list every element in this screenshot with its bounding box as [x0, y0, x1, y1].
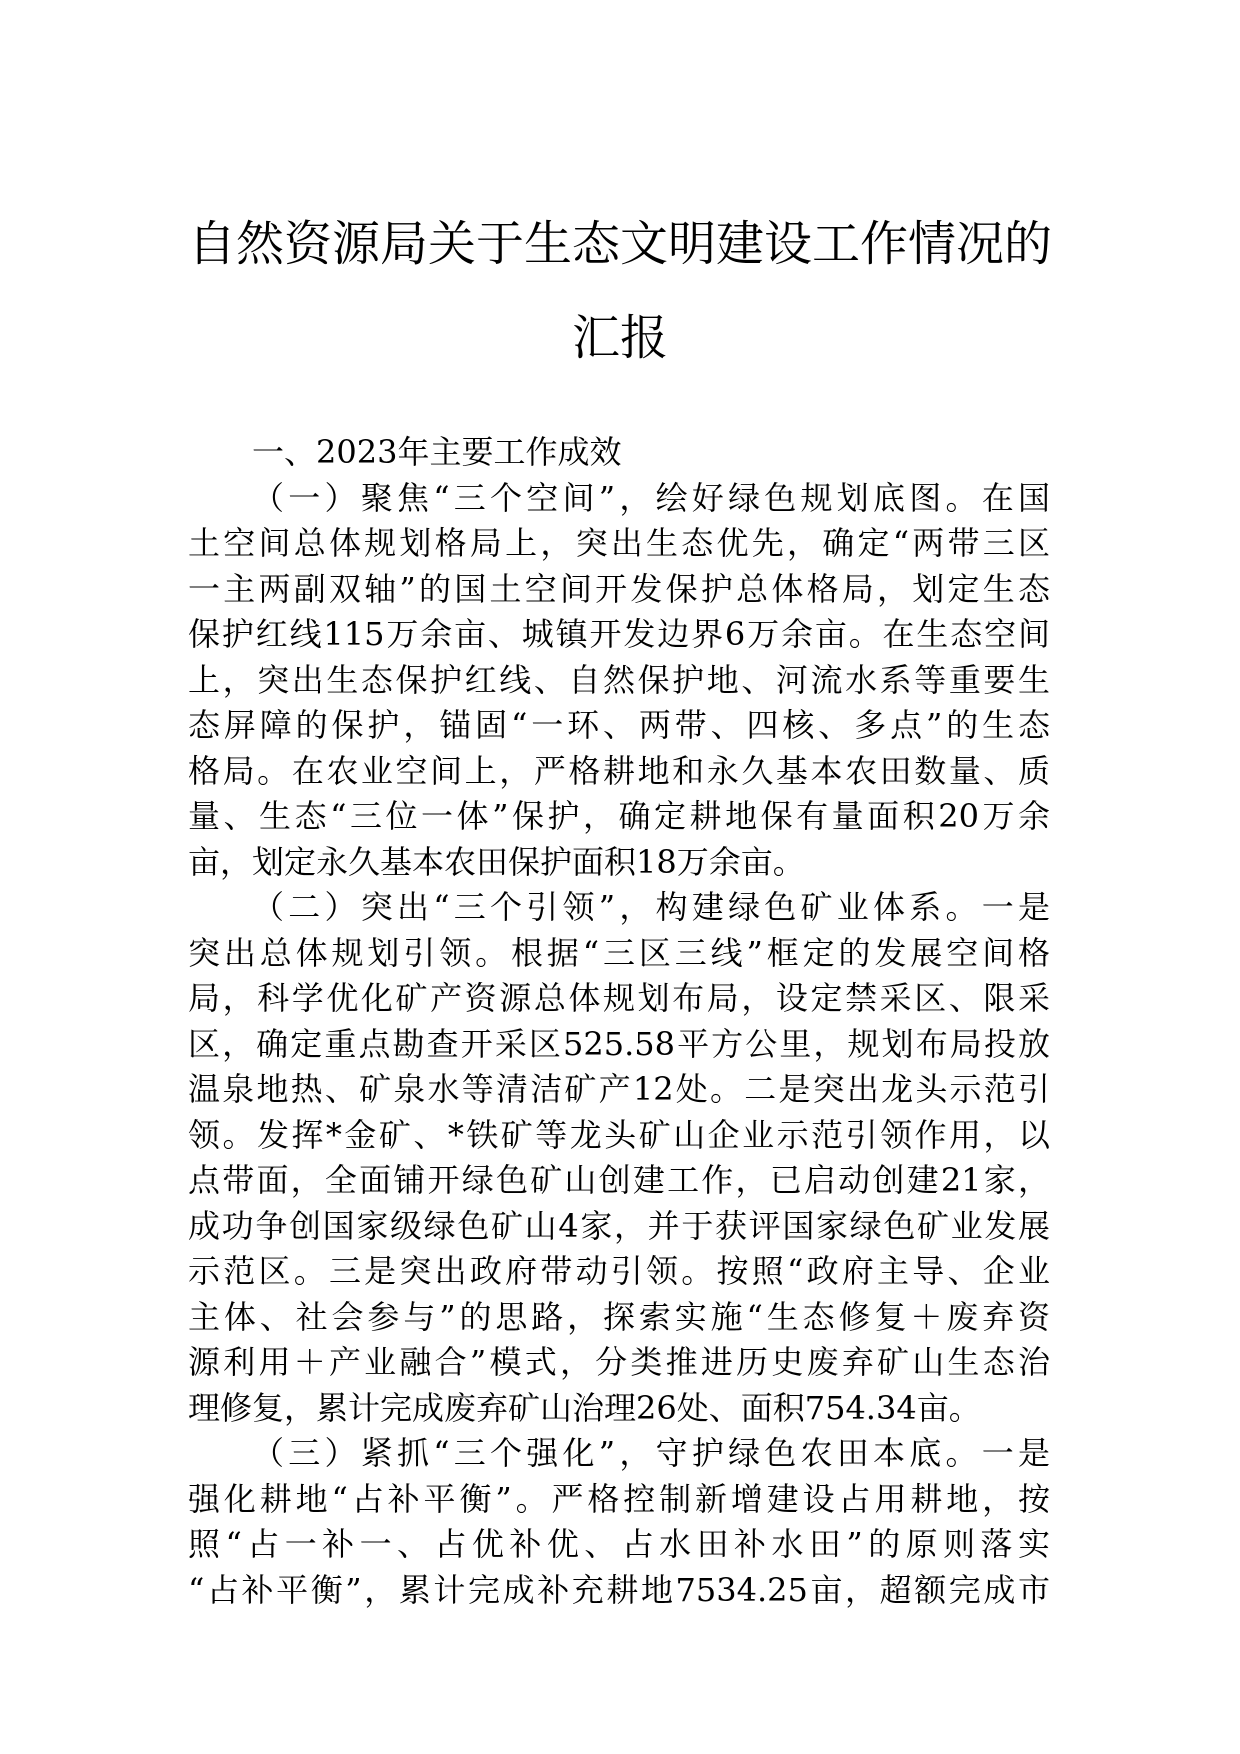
paragraph-line: 量、生态“三位一体”保护，确定耕地保有量面积20万余 — [188, 797, 1050, 835]
paragraph-line: （三）紧抓“三个强化”，守护绿色农田本底。一是 — [252, 1434, 1050, 1472]
paragraph-line: 格局。在农业空间上，严格耕地和永久基本农田数量、质 — [188, 751, 1050, 790]
paragraph-line: 照“占一补一、占优补优、占水田补水田”的原则落实 — [188, 1525, 1050, 1563]
paragraph-line: 温泉地热、矿泉水等清洁矿产12处。二是突出龙头示范引 — [188, 1070, 1050, 1108]
paragraph-line: 土空间总体规划格局上，突出生态优先，确定“两带三区 — [188, 524, 1050, 562]
paragraph-line: 保护红线115万余亩、城镇开发边界6万余亩。在生态空间 — [188, 615, 1050, 653]
paragraph-line: （一）聚焦“三个空间”，绘好绿色规划底图。在国 — [252, 478, 1050, 517]
paragraph-line: 点带面，全面铺开绿色矿山创建工作，已启动创建21家， — [188, 1161, 1050, 1199]
paragraph-1 — [188, 476, 1050, 886]
document-title-line-1: 自然资源局关于生态文明建设工作情况的 — [187, 216, 1052, 272]
paragraph-line: 一主两副双轴”的国土空间开发保护总体格局，划定生态 — [188, 569, 1050, 608]
paragraph-line: 态屏障的保护，锚固“一环、两带、四核、多点”的生态 — [188, 706, 1050, 744]
paragraph-line: 上，突出生态保护红线、自然保护地、河流水系等重要生 — [188, 660, 1050, 699]
paragraph-line: 区，确定重点勘查开采区525.58平方公里，规划布局投放 — [188, 1024, 1050, 1063]
paragraph-line: 局，科学优化矿产资源总体规划布局，设定禁采区、限采 — [188, 979, 1050, 1017]
paragraph-3 — [188, 1431, 1050, 1613]
paragraph-line: 主体、社会参与”的思路，探索实施“生态修复＋废弃资 — [188, 1297, 1050, 1336]
paragraph-line: 源利用＋产业融合”模式，分类推进历史废弃矿山生态治 — [188, 1343, 1050, 1381]
section-heading: 一、2023年主要工作成效 — [252, 433, 622, 471]
paragraph-line: 亩，划定永久基本农田保护面积18万余亩。 — [188, 842, 805, 881]
paragraph-line: 理修复，累计完成废弃矿山治理26处、面积754.34亩。 — [188, 1388, 981, 1427]
document-body — [188, 430, 1050, 1613]
paragraph-line: 成功争创国家级绿色矿山4家，并于获评国家绿色矿业发展 — [188, 1206, 1050, 1245]
paragraph-line: 示范区。三是突出政府带动引领。按照“政府主导、企业 — [188, 1252, 1050, 1290]
paragraph-line: 突出总体规划引领。根据“三区三线”框定的发展空间格 — [188, 933, 1050, 972]
paragraph-line: 领。发挥*金矿、*铁矿等龙头矿山企业示范引领作用，以 — [188, 1115, 1050, 1154]
paragraph-line: （二）突出“三个引领”，构建绿色矿业体系。一是 — [252, 888, 1050, 926]
paragraph-line: “占补平衡”，累计完成补充耕地7534.25亩，超额完成市 — [188, 1570, 1050, 1609]
document-title-line-2: 汇报 — [571, 310, 668, 366]
paragraph-2 — [188, 885, 1050, 1431]
paragraph-line: 强化耕地“占补平衡”。严格控制新增建设占用耕地，按 — [188, 1479, 1050, 1518]
